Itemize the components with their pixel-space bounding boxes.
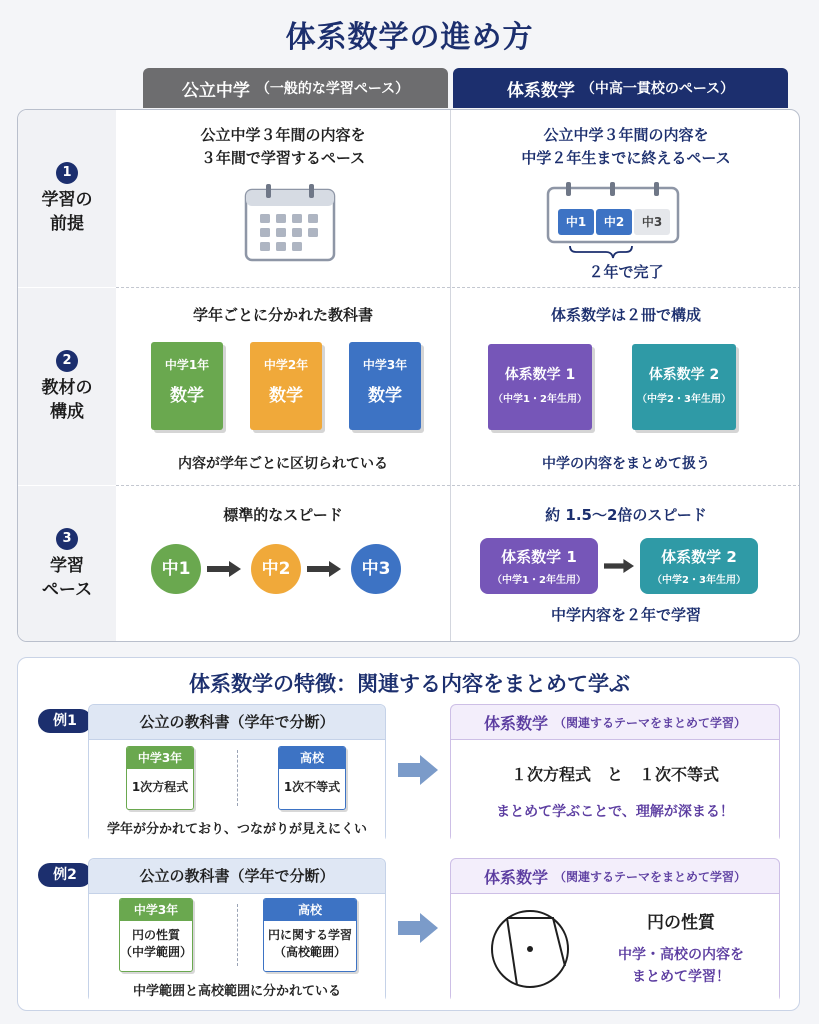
public-column-name: 公立中学 [181, 80, 250, 101]
public-materials-note: 内容が学年ごとに区切られている [178, 456, 388, 472]
public-box-body [89, 739, 385, 842]
taikei-box-header [451, 705, 779, 739]
taikei-box-sub: （関連するテーマをまとめて学習） [554, 869, 747, 884]
book-grade: 中学3年 [362, 358, 408, 372]
mini-book-koko [263, 898, 357, 972]
mini-book-top: 高校 [264, 899, 356, 921]
text-line: ３年間で学習するペース [200, 149, 366, 167]
textbook-chu1 [151, 342, 223, 430]
text-line: 中学・高校の内容を [618, 947, 744, 963]
divider [237, 904, 238, 966]
mini-book-body: 円に関する学習 [267, 928, 352, 942]
taikei-materials-title: 体系数学は２冊で構成 [550, 306, 701, 324]
taikei-theme-box [450, 858, 780, 1002]
step-name: 体系数学 1 [501, 548, 577, 566]
mini-book-body: 1次方程式 [127, 769, 193, 796]
row-label-line: 構成 [50, 401, 84, 422]
public-pace-title: 標準的なスピード [223, 506, 343, 524]
textbook-chu3 [349, 342, 421, 430]
row-label-materials [18, 288, 116, 485]
book-subject: 数学 [269, 386, 303, 406]
step-range: （中学1・2年生用） [492, 575, 586, 586]
pace-step-chu1: 中1 [151, 544, 201, 594]
public-column-sub: （一般的な学習ペース） [255, 81, 410, 97]
tab-chu2: 中2 [596, 209, 632, 235]
taikei-column-name: 体系数学 [506, 80, 575, 101]
pace-step-taikei-2 [640, 538, 758, 594]
row-label-premise [18, 110, 116, 287]
arrow-right-icon [398, 755, 438, 785]
row-divider [116, 485, 800, 486]
page-title: 体系数学の進め方 [285, 20, 534, 55]
row-label-line: ペース [41, 579, 93, 600]
taikei-box-title: 体系数学 [483, 713, 548, 733]
taikei-premise-text [451, 124, 800, 170]
row-number: 2 [56, 350, 78, 372]
mini-book-body: （高校範囲） [273, 945, 346, 959]
taikei-pace-note: 中学内容を２年で学習 [550, 606, 701, 624]
mini-book-chu3 [119, 898, 193, 972]
mini-book-body: 1次不等式 [279, 769, 345, 796]
text-line: 中学２年生までに終えるペース [521, 149, 731, 167]
row-label-line: 前提 [50, 213, 84, 234]
text-line: まとめて学習！ [632, 969, 730, 985]
taikei-book-2 [632, 344, 736, 430]
taikei-box-header [451, 859, 779, 893]
mini-book-body: 円の性質 [131, 928, 180, 942]
mini-book-koko [278, 746, 346, 810]
mini-book-chu3 [126, 746, 194, 810]
mini-book-top: 中学3年 [127, 747, 193, 769]
column-divider [450, 110, 451, 642]
row-label-line: 学習の [41, 189, 93, 210]
taikei-box-body [451, 893, 779, 1002]
taikei-box-sub: （関連するテーマをまとめて学習） [554, 715, 747, 730]
public-materials-title: 学年ごとに分かれた教科書 [192, 306, 373, 324]
arrow-right-icon [207, 561, 241, 577]
taikei-book-1 [488, 344, 592, 430]
public-box-note: 中学範囲と高校範囲に分かれている [132, 984, 341, 999]
two-year-complete-label: ２年で完了 [588, 263, 664, 281]
taikei-column-header [453, 68, 788, 108]
public-premise-text [116, 124, 450, 170]
arrow-right-icon [398, 913, 438, 943]
row-number: 3 [56, 528, 78, 550]
arrow-right-icon [604, 558, 634, 574]
divider [237, 750, 238, 806]
pace-step-taikei-1 [480, 538, 598, 594]
example-tag: 例1 [38, 709, 92, 733]
row-label-line: 教材の [41, 377, 93, 398]
book-subject: 数学 [170, 386, 204, 406]
public-textbook-box [88, 704, 386, 842]
arrow-right-icon [307, 561, 341, 577]
step-range: （中学2・3年生用） [652, 575, 746, 586]
mini-book-top: 高校 [279, 747, 345, 769]
features-title: 体系数学の特徴：関連する内容をまとめて学ぶ [189, 672, 630, 696]
tab-chu3: 中3 [634, 209, 670, 235]
row-label-pace [18, 486, 116, 642]
calendar-icon [244, 182, 336, 262]
book-name: 体系数学 1 [504, 367, 576, 383]
mini-book-top: 中学3年 [120, 899, 192, 921]
book-range: （中学2・3年生用） [637, 394, 731, 405]
public-textbook-box [88, 858, 386, 1002]
taikei-box-body [451, 739, 779, 842]
taikei-sub-text: まとめて学ぶことで、理解が深まる！ [496, 804, 734, 820]
textbook-chu2 [250, 342, 322, 430]
book-subject: 数学 [368, 386, 402, 406]
row-number: 1 [56, 162, 78, 184]
taikei-materials-note: 中学の内容をまとめて扱う [542, 456, 710, 472]
circle-diagram-icon [487, 906, 573, 992]
taikei-column-sub: （中高一貫校のペース） [580, 81, 735, 97]
book-grade: 中学2年 [263, 358, 309, 372]
public-box-title: 公立の教科書（学年で分断） [89, 859, 385, 893]
public-column-header [143, 68, 448, 108]
taikei-pace-title: 約 1.5〜2倍のスピード [545, 506, 707, 524]
taikei-box-title: 体系数学 [483, 867, 548, 887]
book-grade: 中学1年 [164, 358, 210, 372]
public-box-note: 学年が分かれており、つながりが見えにくい [106, 822, 367, 837]
taikei-sub-text [591, 944, 771, 988]
text-line: 公立中学３年間の内容を [543, 126, 709, 144]
features-panel [17, 657, 800, 1011]
taikei-main-text: 円の性質 [647, 913, 715, 933]
row-divider [116, 287, 800, 288]
public-box-body [89, 893, 385, 1002]
public-box-title: 公立の教科書（学年で分断） [89, 705, 385, 739]
text-line: 公立中学３年間の内容を [200, 126, 366, 144]
book-range: （中学1・2年生用） [493, 394, 587, 405]
row-label-line: 学習 [50, 555, 84, 576]
mini-book-body: （中学範囲） [120, 945, 193, 959]
taikei-theme-box [450, 704, 780, 842]
comparison-panel [17, 109, 800, 642]
tab-chu1: 中1 [558, 209, 594, 235]
pace-step-chu2: 中2 [251, 544, 301, 594]
book-name: 体系数学 2 [648, 367, 720, 383]
taikei-main-text: １次方程式 と １次不等式 [510, 765, 719, 784]
pace-step-chu3: 中3 [351, 544, 401, 594]
step-name: 体系数学 2 [661, 548, 737, 566]
example-tag: 例2 [38, 863, 92, 887]
